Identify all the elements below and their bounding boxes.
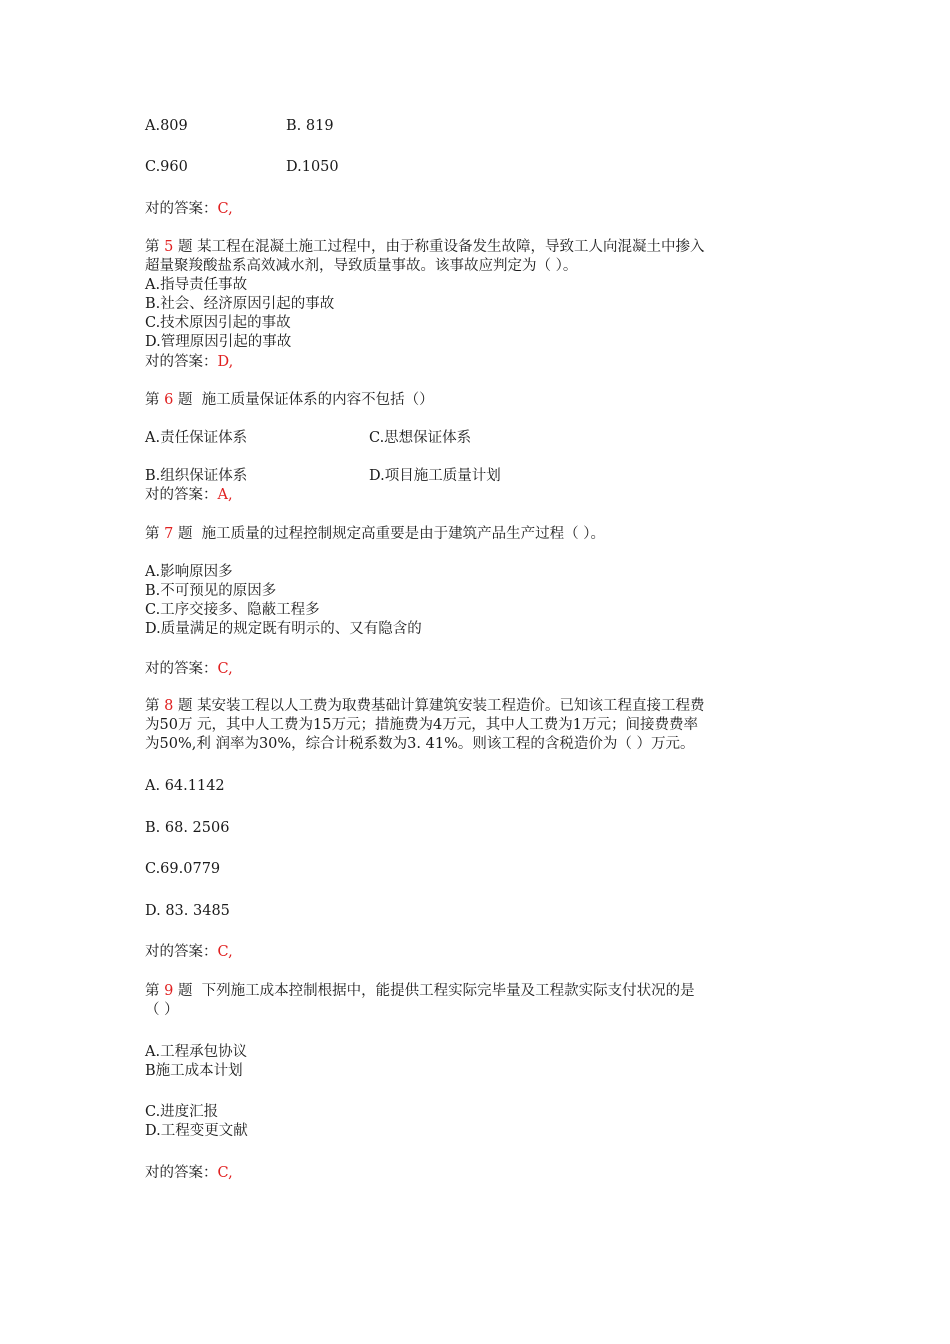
q8-option-b: B. 68. 2506 [145, 820, 230, 836]
q6-suffix: 题 [177, 392, 193, 408]
q5-option-b: B.社会、经济原因引起的事故 [145, 296, 335, 312]
q5-text-1: 某工程在混凝土施工过程中，由于称重设备发生故障，导致工人向混凝土中掺入 [197, 239, 705, 255]
q6-answer [145, 486, 233, 505]
answer-label: 对的答案： [145, 1165, 218, 1181]
q9-stem-line-1 [145, 982, 695, 1001]
q7-text: 施工质量的过程控制规定高重要是由于建筑产品生产过程（ ）。 [201, 526, 606, 542]
answer-label: 对的答案： [145, 944, 218, 960]
q5-option-d: D.管理原因引起的事故 [145, 334, 292, 350]
q9-answer [145, 1164, 233, 1183]
answer-label: 对的答案： [145, 487, 218, 503]
q4-option-a: A.809 [145, 118, 188, 134]
q8-number: 8 [164, 698, 174, 714]
q5-suffix: 题 [177, 239, 193, 255]
q8-stem-line-1 [145, 697, 705, 716]
q9-number: 9 [164, 983, 174, 999]
q5-stem-line-1 [145, 238, 705, 257]
q6-option-b: B.组织保证体系 [145, 468, 248, 484]
q6-prefix: 第 [145, 392, 160, 408]
q6-option-row-1 [145, 429, 472, 448]
q6-option-d: D.项目施工质量计划 [369, 468, 501, 484]
answer-value: A, [217, 487, 233, 503]
q7-option-a: A.影响原因多 [145, 564, 233, 580]
q7-prefix: 第 [145, 526, 160, 542]
answer-value: C, [217, 201, 233, 217]
q6-option-a: A.责任保证体系 [145, 430, 248, 446]
q6-text: 施工质量保证体系的内容不包括（） [201, 392, 434, 408]
q4-option-d: D.1050 [286, 159, 339, 175]
q9-option-c: C.进度汇报 [145, 1104, 219, 1120]
q6-option-c: C.思想保证体系 [369, 430, 472, 446]
q9-text-1: 下列施工成本控制根据中，能提供工程实际完毕量及工程款实际支付状况的是 [201, 983, 695, 999]
q8-option-d: D. 83. 3485 [145, 903, 230, 919]
q8-text-1: 某安装工程以人工费为取费基础计算建筑安装工程造价。已知该工程直接工程费 [197, 698, 705, 714]
q7-option-c: C.工序交接多、隐蔽工程多 [145, 602, 320, 618]
q7-stem [145, 525, 605, 544]
q8-prefix: 第 [145, 698, 160, 714]
q6-stem [145, 391, 434, 410]
q6-number: 6 [164, 392, 174, 408]
q9-prefix: 第 [145, 983, 160, 999]
answer-value: C, [217, 661, 233, 677]
q5-prefix: 第 [145, 239, 160, 255]
q7-suffix: 题 [177, 526, 193, 542]
answer-value: C, [217, 1165, 233, 1181]
q8-stem-line-2: 为50万 元，其中人工费为15万元；措施费为4万元，其中人工费为1万元；间接费费率 [145, 717, 698, 733]
q8-suffix: 题 [177, 698, 193, 714]
q9-option-d: D.工程变更文献 [145, 1123, 248, 1139]
q4-option-b: B. 819 [286, 118, 334, 134]
q7-number: 7 [164, 526, 174, 542]
q5-stem-line-2: 超量聚羧酸盐系高效减水剂，导致质量事故。该事故应判定为（ ）。 [145, 258, 578, 274]
q5-number: 5 [164, 239, 174, 255]
q8-option-a: A. 64.1142 [145, 778, 225, 794]
q7-option-b: B.不可预见的原因多 [145, 583, 277, 599]
q9-stem-line-2: （ ） [145, 1002, 179, 1018]
q7-option-d: D.质量满足的规定既有明示的、又有隐含的 [145, 621, 422, 637]
q9-option-b: B施工成本计划 [145, 1063, 243, 1079]
q4-option-c: C.960 [145, 159, 188, 175]
answer-label: 对的答案： [145, 661, 218, 677]
q5-option-a: A.指导责任事故 [145, 277, 248, 293]
q6-option-row-2 [145, 467, 501, 486]
q9-suffix: 题 [177, 983, 193, 999]
answer-label: 对的答案： [145, 201, 218, 217]
answer-label: 对的答案： [145, 354, 218, 370]
q5-answer [145, 353, 233, 372]
q4-option-row-2 [145, 158, 339, 177]
q5-option-c: C.技术原因引起的事故 [145, 315, 291, 331]
q9-option-a: A.工程承包协议 [145, 1044, 248, 1060]
q7-answer [145, 660, 233, 679]
q8-option-c: C.69.0779 [145, 861, 221, 877]
answer-value: D, [217, 354, 234, 370]
q8-stem-line-3: 为50%,利 润率为30%，综合计税系数为3. 41%。则该工程的含税造价为（ ）万元。 [145, 736, 695, 752]
answer-value: C, [217, 944, 233, 960]
q8-answer [145, 943, 233, 962]
q4-option-row-1 [145, 117, 334, 136]
q4-answer [145, 200, 233, 219]
